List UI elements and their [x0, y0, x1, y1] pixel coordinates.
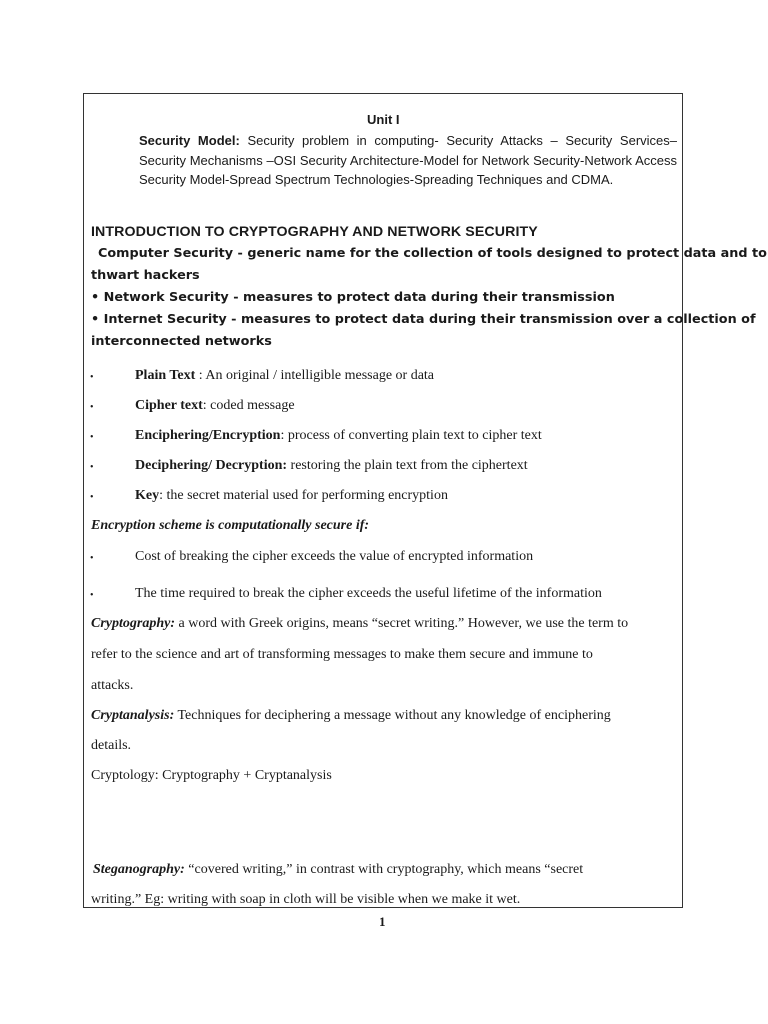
cryptology-line: Cryptology: Cryptography + Cryptanalysis	[91, 768, 332, 783]
cryptanalysis-line2: details.	[91, 738, 132, 753]
network-security-line: • Network Security - measures to protect data during their transmission	[91, 290, 615, 305]
cryptanalysis-line1: Cryptanalysis: Techniques for deciphering a message without any knowledge of enciphering	[91, 708, 611, 723]
cryptography-line1: Cryptography: a word with Greek origins, means “secret writing.” However, we use the term to	[91, 616, 629, 631]
definition-key: Key: the secret material used for performing encryption	[135, 488, 448, 503]
condition-time: The time required to break the cipher exceeds the useful lifetime of the information	[135, 586, 602, 601]
bullet-point: •	[90, 432, 94, 443]
steganography-line1: Steganography: “covered writing,” in contrast with cryptography, which means “secret	[93, 862, 584, 877]
definition-encryption: Enciphering/Encryption: process of converting plain text to cipher text	[135, 428, 542, 443]
internet-security-line2: interconnected networks	[91, 334, 272, 349]
definition-decryption: Deciphering/ Decryption: restoring the plain text from the ciphertext	[135, 458, 528, 473]
security-model-paragraph	[139, 131, 677, 190]
cryptography-line2: refer to the science and art of transforming messages to make them secure and immune to	[91, 647, 593, 662]
bullet-point: •	[90, 553, 94, 564]
cryptography-term: Cryptography:	[91, 616, 175, 631]
computer-security-line2: thwart hackers	[91, 268, 200, 283]
condition-cost: Cost of breaking the cipher exceeds the value of encrypted information	[135, 549, 534, 564]
bullet-point: •	[90, 590, 94, 601]
computer-security-line1: Computer Security - generic name for the collection of tools designed to protect data and to	[98, 246, 767, 261]
definition-cipher-text: Cipher text: coded message	[135, 398, 295, 413]
steganography-term: Steganography:	[93, 862, 185, 877]
bullet-point: •	[90, 372, 94, 383]
cryptography-line3: attacks.	[91, 678, 134, 693]
encryption-scheme-heading: Encryption scheme is computationally secure if:	[91, 518, 370, 533]
cryptanalysis-term: Cryptanalysis:	[91, 708, 175, 723]
security-model-label: Security Model:	[139, 133, 240, 148]
internet-security-line1: • Internet Security - measures to protect data during their transmission over a collection of	[91, 312, 756, 327]
security-model-text: Security problem in computing- Security Attacks – Security Services– Security Mechanisms –OSI Security Architecture-Model for Network Security-Network Access Security Model-Spread Spectrum Technologies-Spreading Techniques and CDMA.	[139, 133, 678, 188]
steganography-line2: writing.” Eg: writing with soap in cloth will be visible when we make it wet.	[91, 892, 521, 907]
intro-heading: INTRODUCTION TO CRYPTOGRAPHY AND NETWORK SECURITY	[91, 224, 538, 240]
definition-plain-text: Plain Text : An original / intelligible message or data	[135, 368, 435, 383]
unit-heading: Unit I	[367, 112, 400, 127]
bullet-point: •	[90, 402, 94, 413]
bullet-point: •	[90, 492, 94, 503]
page-number: 1	[379, 914, 386, 929]
bullet-point: •	[90, 462, 94, 473]
